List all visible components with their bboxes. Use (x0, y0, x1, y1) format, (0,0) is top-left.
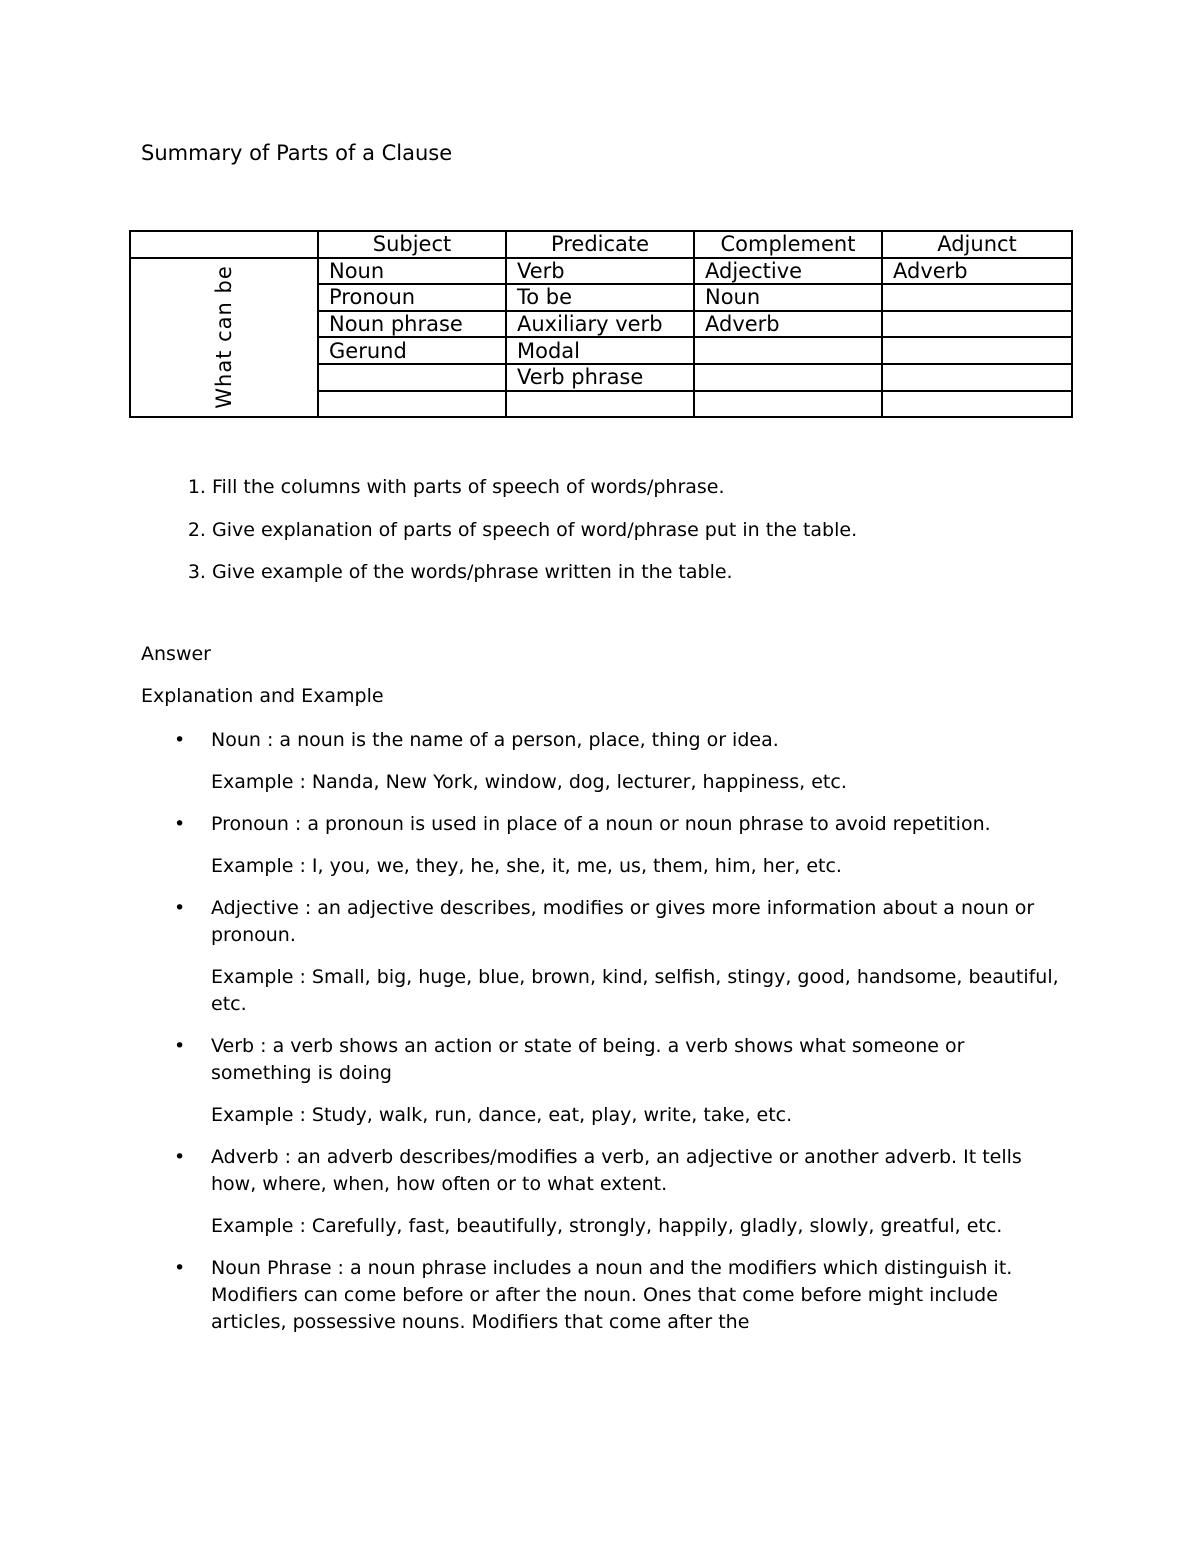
table-cell: Auxiliary verb (506, 311, 694, 338)
task-item: 3. Give example of the words/phrase written in the table. (212, 558, 1112, 601)
table-cell: Adverb (694, 311, 882, 338)
bullet-icon: • (174, 1257, 186, 1279)
table-cell: Modal (506, 337, 694, 364)
term-item-noun-phrase (141, 1255, 1071, 1336)
table-cell: Verb (506, 258, 694, 285)
table-cell (882, 284, 1072, 311)
term-item-adjective (141, 895, 1071, 1018)
term-example: Example : Study, walk, run, dance, eat, play, write, take, etc. (211, 1104, 793, 1126)
table-cell: Verb phrase (506, 364, 694, 391)
table-cell (882, 337, 1072, 364)
term-definition: Noun : a noun is the name of a person, place, thing or idea. (211, 729, 779, 751)
table-corner-cell (130, 231, 318, 258)
table-cell (694, 391, 882, 418)
explanation-heading: Explanation and Example (141, 685, 384, 707)
task-list (141, 473, 1112, 601)
table-cell: Adverb (882, 258, 1072, 285)
term-definition: Adverb : an adverb describes/modifies a verb, an adjective or another adverb. It tells how, where, when, how often or to what extent. (211, 1146, 1022, 1195)
table-cell (694, 364, 882, 391)
table-cell (882, 364, 1072, 391)
bullet-icon: • (174, 729, 186, 751)
table-cell: Adjective (694, 258, 882, 285)
bullet-icon: • (174, 1035, 186, 1057)
term-list (141, 727, 1071, 1351)
task-item: 1. Fill the columns with parts of speech of words/phrase. (212, 473, 1112, 516)
table-cell (506, 391, 694, 418)
table-cell (318, 364, 506, 391)
term-item-verb (141, 1033, 1071, 1129)
term-example: Example : Nanda, New York, window, dog, lecturer, happiness, etc. (211, 771, 847, 793)
table-cell: Pronoun (318, 284, 506, 311)
table-cell: Noun phrase (318, 311, 506, 338)
term-definition: Adjective : an adjective describes, modifies or gives more information about a noun or pronoun. (211, 897, 1035, 946)
parts-of-clause-table (129, 230, 1073, 418)
table-cell: Noun (694, 284, 882, 311)
table-cell: To be (506, 284, 694, 311)
page-title: Summary of Parts of a Clause (141, 141, 453, 165)
side-label: What can be (212, 265, 236, 410)
table-cell (882, 311, 1072, 338)
header-adjunct: Adjunct (882, 231, 1072, 258)
bullet-icon: • (174, 813, 186, 835)
answer-label: Answer (141, 643, 211, 665)
header-subject: Subject (318, 231, 506, 258)
bullet-icon: • (174, 897, 186, 919)
table-cell (694, 337, 882, 364)
term-definition: Pronoun : a pronoun is used in place of a noun or noun phrase to avoid repetition. (211, 813, 991, 835)
term-item-pronoun (141, 811, 1071, 880)
header-predicate: Predicate (506, 231, 694, 258)
term-item-noun (141, 727, 1071, 796)
side-label-cell (130, 258, 318, 418)
term-definition: Noun Phrase : a noun phrase includes a noun and the modifiers which distinguish it. Modifiers can come before or after the noun. Ones that come before might include articles, possessive nouns. Modifiers that come after the (211, 1257, 1013, 1333)
term-definition: Verb : a verb shows an action or state of being. a verb shows what someone or something is doing (211, 1035, 965, 1084)
table-cell: Noun (318, 258, 506, 285)
table-cell (882, 391, 1072, 418)
table-header-row (130, 231, 1072, 258)
task-item: 2. Give explanation of parts of speech of word/phrase put in the table. (212, 516, 1112, 559)
header-complement: Complement (694, 231, 882, 258)
table-cell: Gerund (318, 337, 506, 364)
term-example: Example : I, you, we, they, he, she, it, me, us, them, him, her, etc. (211, 855, 842, 877)
term-example: Example : Small, big, huge, blue, brown, kind, selfish, stingy, good, handsome, beautiful, etc. (211, 966, 1059, 1015)
term-example: Example : Carefully, fast, beautifully, strongly, happily, gladly, slowly, greatful, etc. (211, 1215, 1003, 1237)
bullet-icon: • (174, 1146, 186, 1168)
table-row (130, 258, 1072, 285)
term-item-adverb (141, 1144, 1071, 1240)
table-cell (318, 391, 506, 418)
